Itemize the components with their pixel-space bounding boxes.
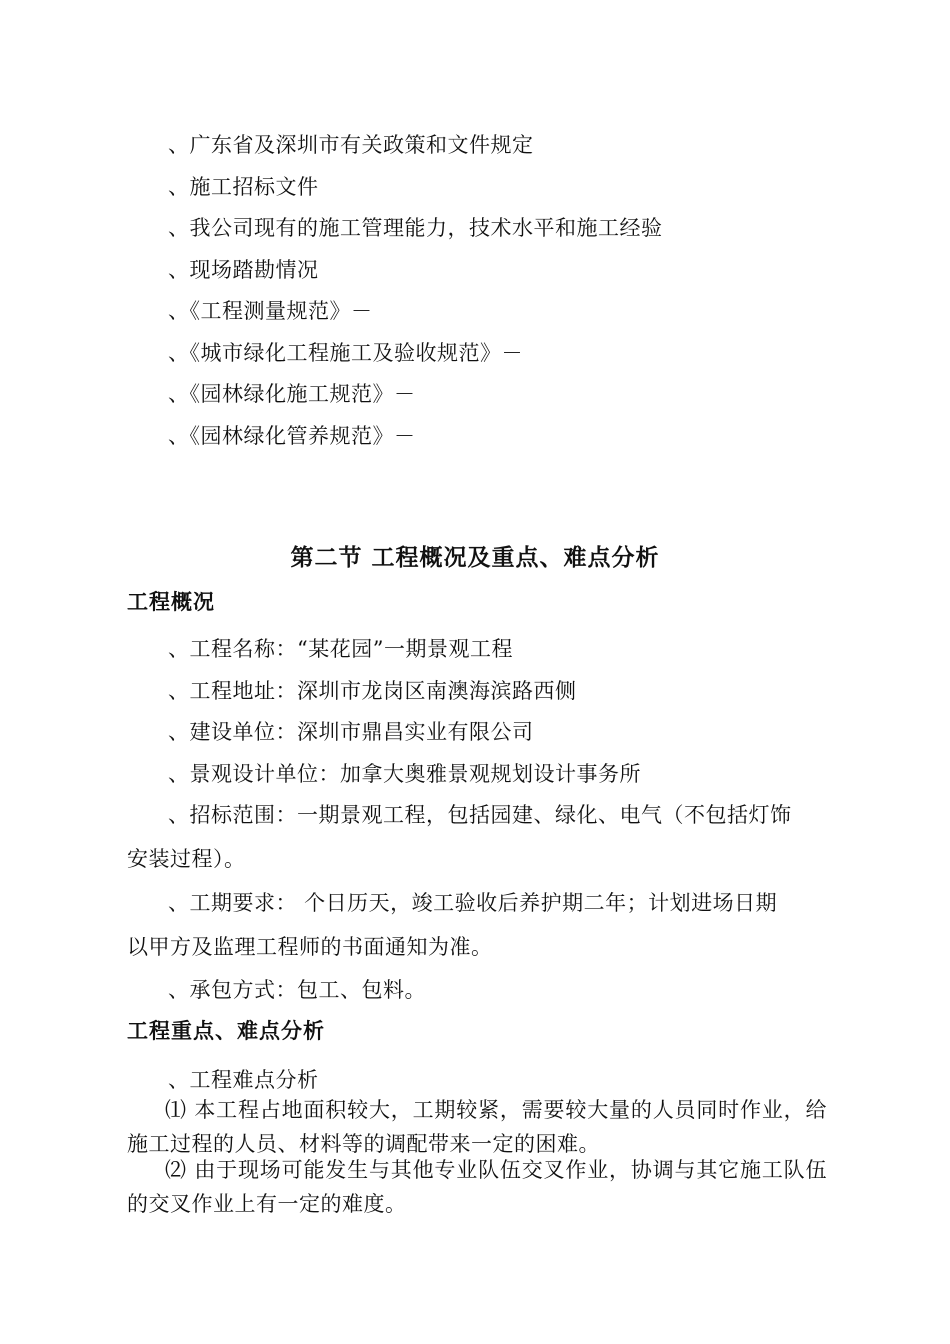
overview-item-designer: 、景观设计单位：加拿大奥雅景观规划设计事务所: [168, 762, 641, 786]
basis-item-2: 、施工招标文件: [168, 175, 319, 199]
overview-item-address: 、工程地址：深圳市龙岗区南澳海滨路西侧: [168, 679, 577, 703]
basis-item-7: 、《园林绿化施工规范》－: [168, 382, 416, 406]
overview-item-period: 、工期要求： 个日历天，竣工验收后养护期二年；计划进场日期: [168, 891, 778, 915]
analysis-heading: 工程重点、难点分析: [127, 1019, 325, 1043]
overview-item-scope: 、招标范围：一期景观工程，包括园建、绿化、电气（不包括灯饰: [168, 803, 792, 827]
overview-item-owner: 、建设单位：深圳市鼎昌实业有限公司: [168, 720, 534, 744]
overview-item-name: 、工程名称：“某花园”一期景观工程: [168, 637, 513, 661]
analysis-point-1: ⑴ 本工程占地面积较大，工期较紧，需要较大量的人员同时作业，给施工过程的人员、材料等的调配带来一定的困难。: [127, 1098, 827, 1156]
overview-item-period-cont: 以甲方及监理工程师的书面通知为准。: [127, 935, 493, 959]
overview-item-scope-cont: 安装过程）。: [127, 847, 246, 871]
basis-item-6: 、《城市绿化工程施工及验收规范》－: [168, 341, 523, 365]
section-title: 第二节 工程概况及重点、难点分析: [290, 545, 660, 571]
basis-item-4: 、现场踏勘情况: [168, 258, 319, 282]
basis-item-5: 、《工程测量规范》－: [168, 299, 373, 323]
analysis-point-2: ⑵ 由于现场可能发生与其他专业队伍交叉作业，协调与其它施工队伍的交叉作业上有一定的难度。: [127, 1158, 827, 1216]
overview-item-contract: 、承包方式：包工、包料。: [168, 978, 426, 1002]
overview-heading: 工程概况: [127, 590, 215, 614]
basis-item-1: 、广东省及深圳市有关政策和文件规定: [168, 133, 534, 157]
basis-item-8: 、《园林绿化管养规范》－: [168, 424, 416, 448]
basis-item-3: 、我公司现有的施工管理能力，技术水平和施工经验: [168, 216, 663, 240]
analysis-sub-heading: 、工程难点分析: [168, 1068, 319, 1092]
